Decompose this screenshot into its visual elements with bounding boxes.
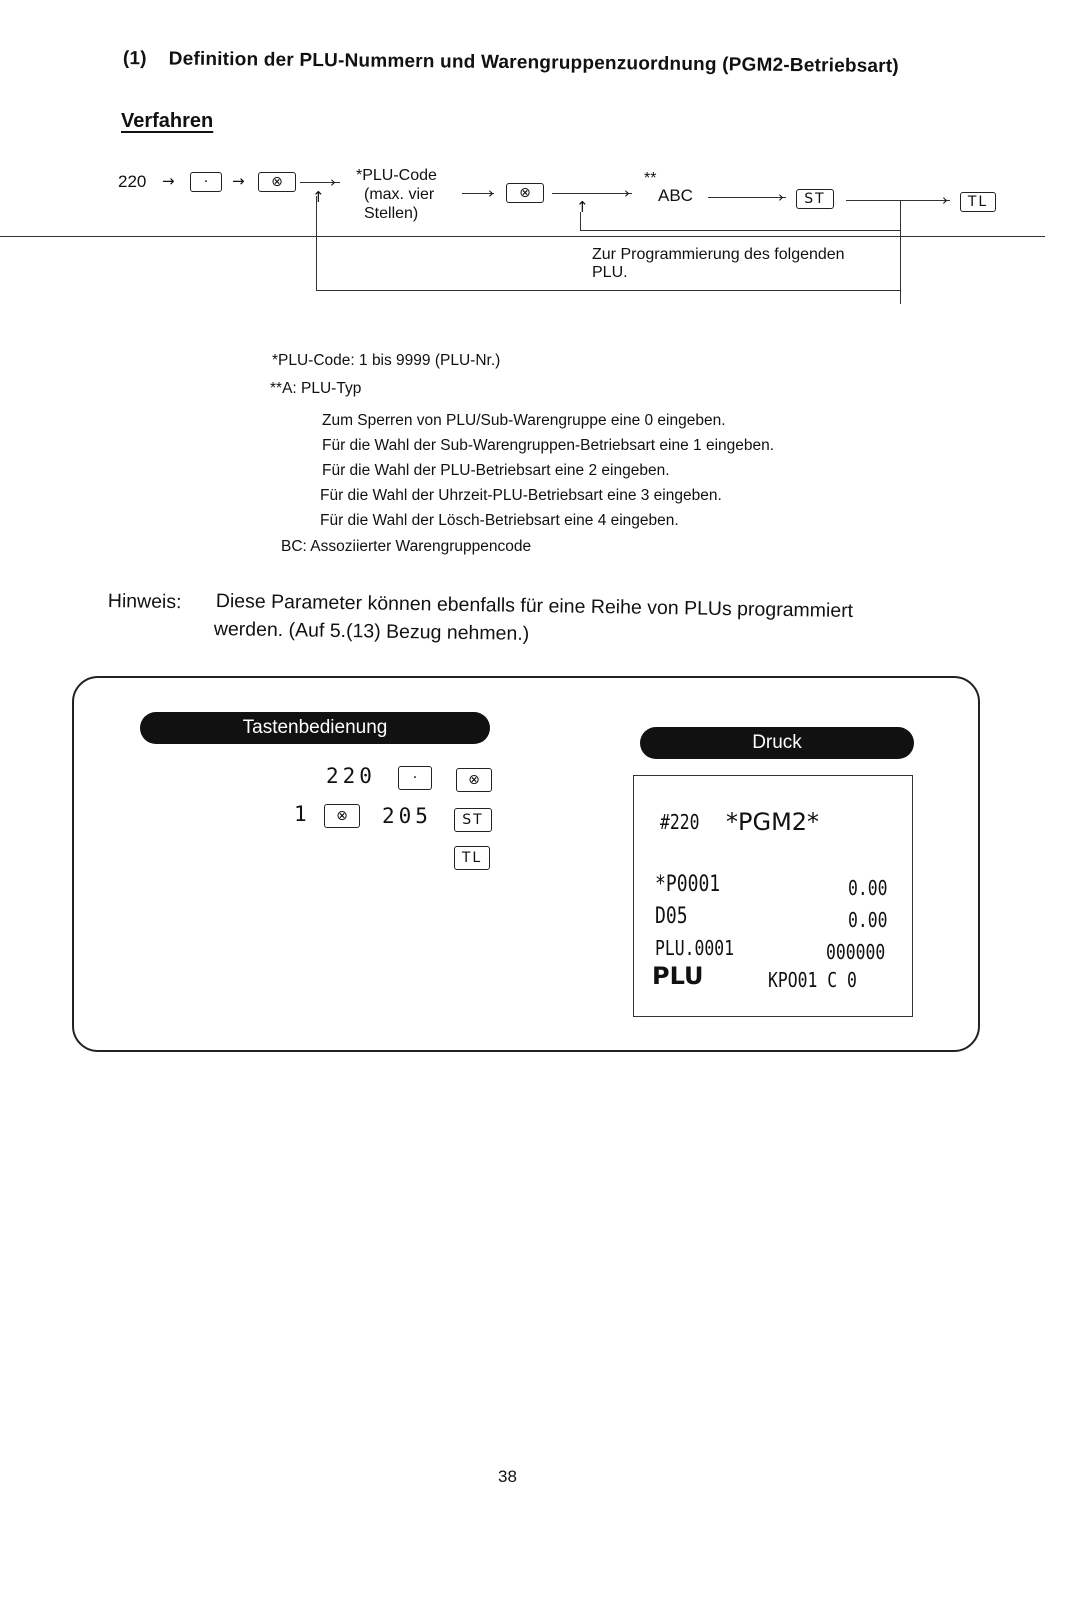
multiply-key: ⊗ [324, 804, 360, 828]
multiply-key: ⊗ [258, 172, 296, 192]
plu-type-item: Zum Sperren von PLU/Sub-Warengruppe eine 0 eingeben. [322, 412, 726, 429]
arrow-up-icon: ↑ [576, 198, 589, 216]
section-number: (1) [122, 48, 147, 70]
hinweis-line: Diese Parameter können ebenfalls für eine Reihe von PLUs programmiert [215, 590, 854, 623]
plu-code-line: (max. vier [364, 186, 435, 203]
bc-note: BC: Assoziierter Warengruppencode [281, 538, 532, 555]
flow-line [708, 197, 786, 198]
abc-stars: ** [644, 170, 657, 187]
plu-code-line: *PLU-Code [356, 167, 437, 184]
section-title [123, 48, 899, 78]
point-key: · [398, 766, 432, 790]
key-seq-number: 1 [294, 802, 311, 826]
multiply-key: ⊗ [506, 183, 544, 203]
key-seq-number: 220 [326, 764, 376, 788]
page-number: 38 [498, 1467, 517, 1486]
section-title-text: Definition der PLU-Nummern und Warengruppenzuordnung (PGM2-Betriebsart) [168, 48, 900, 78]
arrow-right-icon: › [624, 184, 630, 202]
receipt-department: D05 [655, 904, 688, 929]
plu-code-label [356, 166, 437, 223]
arrow-up-icon: ↑ [312, 188, 325, 206]
plu-code-line: Stellen) [364, 205, 419, 222]
loop-note [592, 246, 845, 282]
plu-type-item: Für die Wahl der PLU-Betriebsart eine 2 eingeben. [322, 462, 670, 479]
loop-line [316, 196, 317, 290]
receipt-code: #220 [660, 810, 700, 834]
arrow-icon: → [232, 172, 245, 190]
plu-type-label: **A: PLU-Typ [270, 380, 362, 397]
receipt-counter: 000000 [826, 940, 886, 964]
st-key: ST [796, 189, 834, 209]
receipt-plu-label: PLU [652, 962, 704, 990]
st-key: ST [454, 808, 492, 832]
receipt-amount: 0.00 [848, 908, 888, 932]
tl-key: TL [960, 192, 996, 212]
flow-start-code: 220 [118, 172, 147, 191]
arrow-right-icon: › [330, 173, 336, 191]
arrow-right-icon: › [778, 188, 784, 206]
arrow-right-icon: › [942, 191, 948, 209]
print-header: Druck [640, 727, 914, 759]
loop-line [580, 212, 581, 230]
key-operation-header: Tastenbedienung [140, 712, 490, 744]
procedure-heading: Verfahren [121, 110, 214, 132]
point-key: · [190, 172, 222, 192]
horizontal-rule [0, 236, 1045, 237]
multiply-key: ⊗ [456, 768, 492, 792]
receipt-plu-number: *P0001 [655, 872, 721, 897]
loop-line [316, 290, 900, 291]
hinweis-label: Hinweis: [107, 590, 182, 614]
key-seq-number: 205 [382, 804, 432, 828]
hinweis-line: werden. (Auf 5.(13) Bezug nehmen.) [213, 618, 530, 645]
plu-code-note: *PLU-Code: 1 bis 9999 (PLU-Nr.) [272, 352, 501, 369]
arrow-right-icon: › [488, 184, 494, 202]
receipt-amount: 0.00 [848, 876, 888, 900]
loop-line [580, 230, 900, 231]
flow-line [552, 193, 632, 194]
loop-line [900, 200, 901, 304]
plu-type-item: Für die Wahl der Uhrzeit-PLU-Betriebsart eine 3 eingeben. [320, 487, 722, 504]
loop-note-line: Zur Programmierung des folgenden [592, 246, 845, 263]
flow-line [846, 200, 950, 201]
plu-type-item: Für die Wahl der Sub-Warengruppen-Betriebsart eine 1 eingeben. [322, 437, 775, 454]
plu-type-item: Für die Wahl der Lösch-Betriebsart eine 4 eingeben. [320, 512, 679, 529]
receipt-type-line: KPO01 C 0 [768, 968, 857, 992]
loop-note-line: PLU. [592, 264, 628, 281]
arrow-icon: → [162, 172, 175, 190]
receipt-mode: *PGM2* [726, 808, 820, 836]
tl-key: TL [454, 846, 490, 870]
abc-label: ABC [658, 186, 693, 205]
receipt-plu-code: PLU.0001 [655, 936, 734, 960]
